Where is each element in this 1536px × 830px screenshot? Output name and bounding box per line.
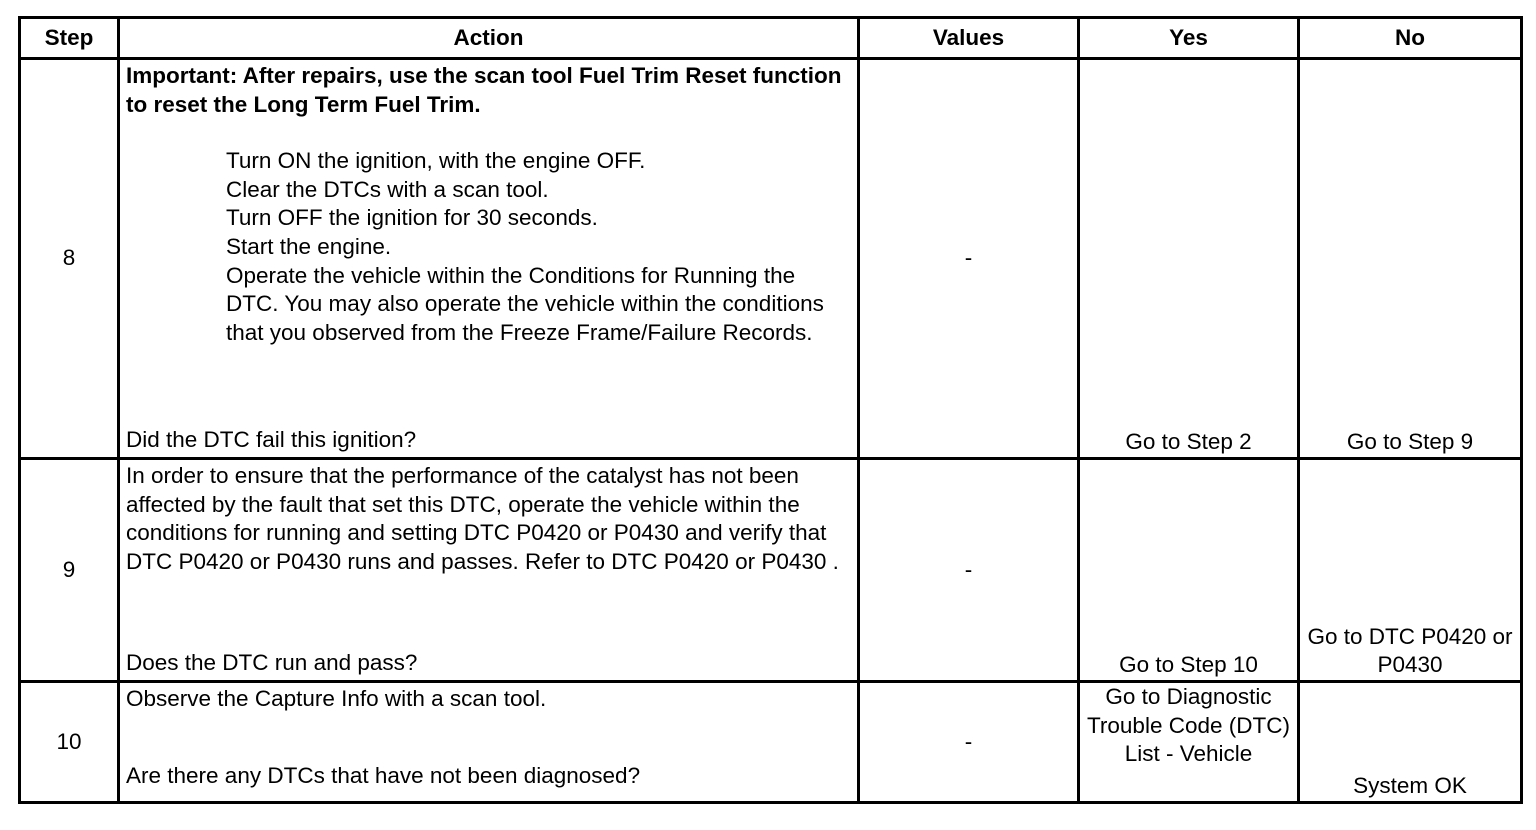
yes-link[interactable]: Go to Step 10 (1079, 459, 1299, 682)
step-number: 8 (20, 59, 119, 459)
instruction-item: Clear the DTCs with a scan tool. (226, 176, 549, 202)
step-number: 9 (20, 459, 119, 682)
instruction-item: Operate the vehicle within the Conditions for Running the DTC. You may also operate the vehicle within the conditions that you observed from the Freeze Frame/Failure Records. (226, 262, 824, 345)
action-text: In order to ensure that the performance of the catalyst has not been affected by the fault that set this DTC, operate the vehicle within the conditions for running and setting DTC P0420 or P0430 and verify that DTC P0420 or P0430 runs and passes. Refer to DTC P0420 or P0430 . (126, 463, 839, 574)
header-row (20, 18, 1522, 59)
action-cell (119, 459, 859, 682)
important-note: Important: After repairs, use the scan tool Fuel Trim Reset function to reset the Long Term Fuel Trim. (126, 63, 842, 117)
action-cell (119, 59, 859, 459)
table-row-step-10 (20, 682, 1522, 803)
diagnostic-table (18, 16, 1523, 804)
header-values: Values (859, 18, 1079, 59)
action-cell (119, 682, 859, 803)
instruction-list (126, 147, 853, 347)
header-step: Step (20, 18, 119, 59)
no-link[interactable]: Go to DTC P0420 or P0430 (1299, 459, 1522, 682)
no-link[interactable]: System OK (1299, 682, 1522, 803)
instruction-item: Turn OFF the ignition for 30 seconds. (226, 205, 598, 231)
step-number: 10 (20, 682, 119, 803)
question-text: Does the DTC run and pass? (126, 650, 418, 676)
question-text: Are there any DTCs that have not been diagnosed? (126, 763, 641, 789)
instruction-item: Turn ON the ignition, with the engine OFF. (226, 148, 646, 174)
table-row-step-9 (20, 459, 1522, 682)
table-row-step-8 (20, 59, 1522, 459)
no-link[interactable]: Go to Step 9 (1299, 59, 1522, 459)
header-yes: Yes (1079, 18, 1299, 59)
yes-link[interactable]: Go to Step 2 (1079, 59, 1299, 459)
action-text: Observe the Capture Info with a scan tool. (126, 686, 547, 711)
values-cell: - (859, 459, 1079, 682)
header-no: No (1299, 18, 1522, 59)
header-action: Action (119, 18, 859, 59)
values-cell: - (859, 59, 1079, 459)
yes-link[interactable]: Go to Diagnostic Trouble Code (DTC) List - Vehicle (1079, 682, 1299, 803)
instruction-item: Start the engine. (226, 233, 392, 259)
question-text: Did the DTC fail this ignition? (126, 427, 417, 453)
values-cell: - (859, 682, 1079, 803)
